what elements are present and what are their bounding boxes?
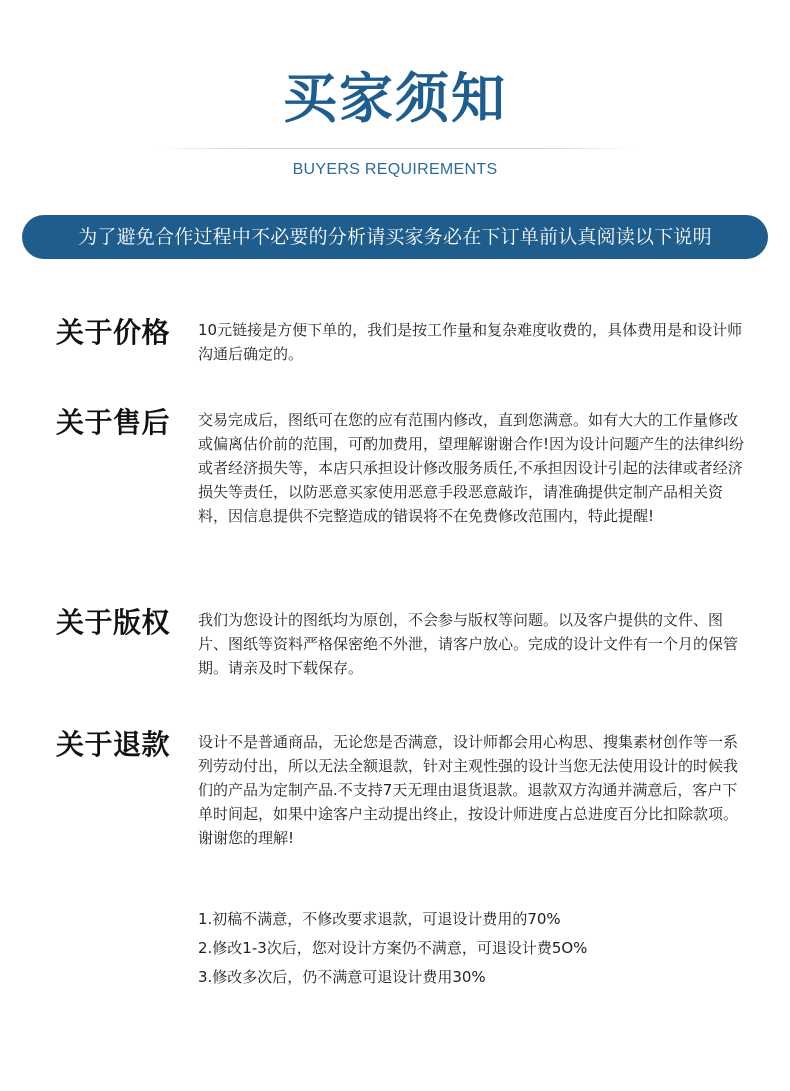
notice-banner: 为了避免合作过程中不必要的分析请买家务必在下订单前认真阅读以下说明 [22, 215, 768, 259]
title-divider [155, 148, 635, 149]
refund-term-item: 3.修改多次后，仍不满意可退设计费用30% [198, 968, 486, 986]
section-body-copyright: 我们为您设计的图纸均为原创，不会参与版权等问题。以及客户提供的文件、图片、图纸等资料严格保密绝不外泄，请客户放心。完成的设计文件有一个月的保管期。请亲及时下载保存。 [198, 611, 739, 677]
refund-term-item: 1.初稿不满意，不修改要求退款，可退设计费用的70% [198, 910, 561, 928]
refund-term-item: 2.修改1-3次后，您对设计方案仍不满意，可退设计费5O% [198, 939, 588, 957]
section-title-price: 关于价格 [56, 316, 171, 349]
section-title-refund: 关于退款 [56, 728, 171, 761]
section-body-refund: 设计不是普通商品，无论您是否满意，设计师都会用心构思、搜集素材创作等一系列劳动付出，所以无法全额退款，针对主观性强的设计当您无法使用设计的时候我们的产品为定制产品.不支持7天无理由退货退款。退款双方沟通并满意后，客户下单时间起，如果中途客户主动提出终止，按设计师进度占总进度百分比扣除款项。谢谢您的理解! [198, 733, 739, 847]
refund-terms-list [198, 907, 718, 994]
page-subtitle: BUYERS REQUIREMENTS [292, 161, 498, 178]
section-title-after-sales: 关于售后 [56, 406, 171, 439]
section-after-sales [56, 406, 746, 566]
section-price [56, 316, 746, 376]
section-title-copyright: 关于版权 [56, 606, 171, 639]
section-refund [56, 728, 746, 888]
section-copyright [56, 606, 746, 696]
page-title: 买家须知 [283, 67, 507, 130]
section-body-after-sales: 交易完成后，图纸可在您的应有范围内修改，直到您满意。如有大大的工作量修改或偏离估价前的范围，可酌加费用，望理解谢谢合作!因为设计问题产生的法律纠纷或者经济损失等，本店只承担设计修改服务质任,不承担因设计引起的法律或者经济损失等责任，以防恶意买家使用恶意手段恶意敲诈，请准确提供定制产品相关资料，因信息提供不完整造成的错误将不在免费修改范围内，特此提醒! [198, 411, 745, 525]
section-body-price: 10元链接是方便下单的，我们是按工作量和复杂难度收费的，具体费用是和设计师沟通后确定的。 [198, 321, 743, 363]
